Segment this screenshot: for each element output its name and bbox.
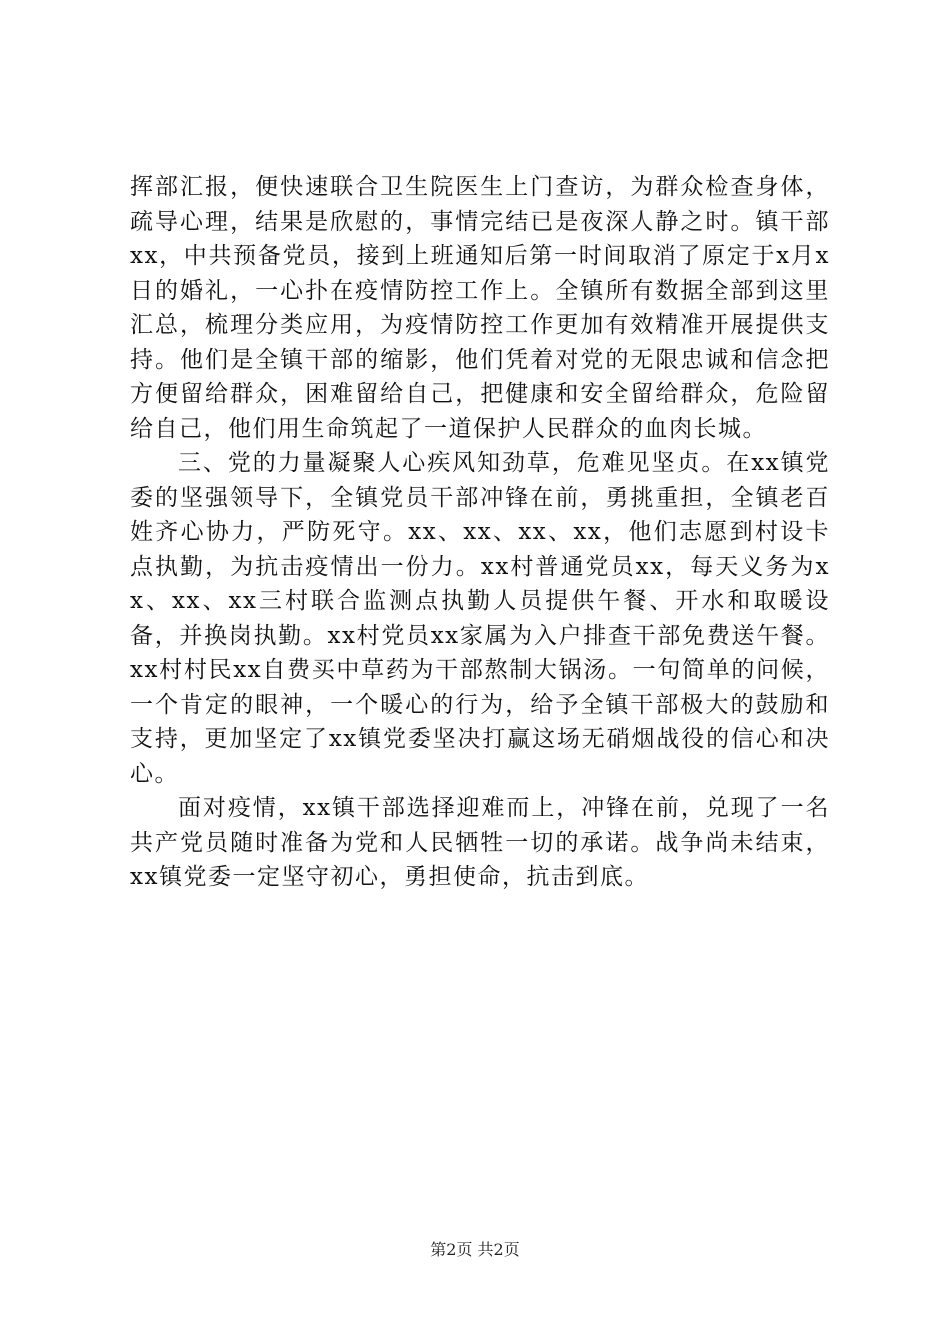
paragraph-section-three: 三、党的力量凝聚人心疾风知劲草，危难见坚贞。在xx镇党委的坚强领导下，全镇党员干部冲锋在前，勇挑重担，全镇老百姓齐心协力，严防死守。xx、xx、xx、xx，他们志愿到村设卡点执勤，为抗击疫情出一份力。xx村普通党员xx，每天义务为xx、xx、xx三村联合监测点执勤人员提供午餐、开水和取暖设备，并换岗执勤。xx村党员xx家属为入户排查干部免费送午餐。xx村村民xx自费买中草药为干部熬制大锅汤。一句简单的问候，一个肯定的眼神，一个暖心的行为，给予全镇干部极大的鼓励和支持，更加坚定了xx镇党委坚决打赢这场无硝烟战役的信心和决心。 [130, 450, 830, 787]
paragraph-conclusion: 面对疫情，xx镇干部选择迎难而上，冲锋在前，兑现了一名共产党员随时准备为党和人民牺牲一切的承诺。战争尚未结束，xx镇党委一定坚守初心，勇担使命，抗击到底。 [130, 795, 830, 890]
paragraph-continued: 挥部汇报，便快速联合卫生院医生上门查访，为群众检查身体，疏导心理，结果是欣慰的，事情完结已是夜深人静之时。镇干部xx，中共预备党员，接到上班通知后第一时间取消了原定于x月x日的婚礼，一心扑在疫情防控工作上。全镇所有数据全部到这里汇总，梳理分类应用，为疫情防控工作更加有效精准开展提供支持。他们是全镇干部的缩影，他们凭着对党的无限忠诚和信念把方便留给群众，困难留给自己，把健康和安全留给群众，危险留给自己，他们用生命筑起了一道保护人民群众的血肉长城。 [130, 174, 830, 442]
document-body [130, 170, 830, 895]
page-footer: 第2页 共2页 [430, 1240, 520, 1259]
